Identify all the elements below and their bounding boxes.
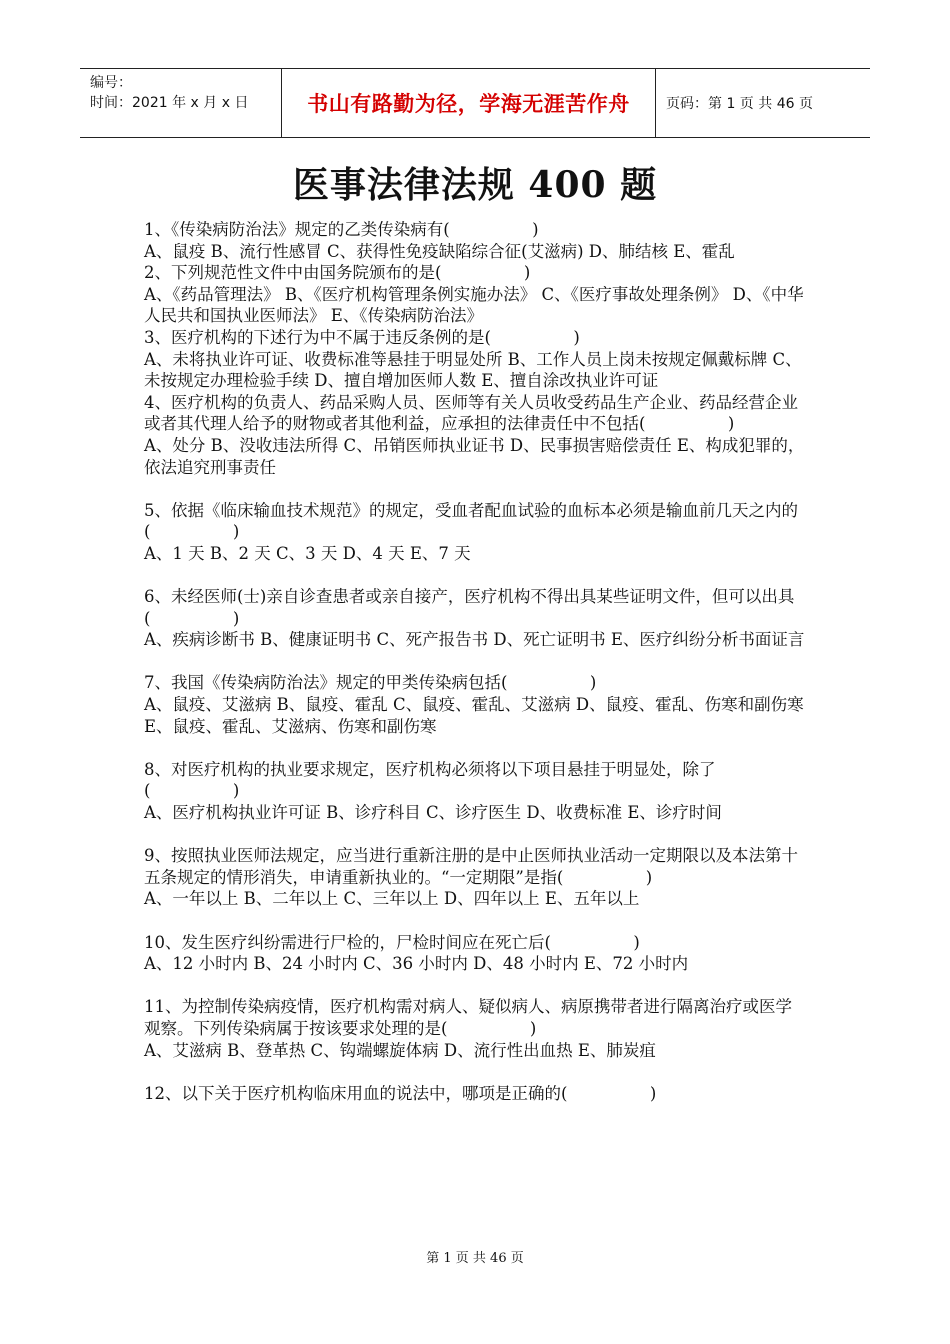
question-list — [144, 219, 808, 1104]
code-label: 编号： — [90, 75, 132, 91]
question-text: 10、发生医疗纠纷需进行尸检的，尸检时间应在死亡后( ) — [144, 932, 640, 952]
answer-options: A、《药品管理法》 B、《医疗机构管理条例实施办法》 C、《医疗事故处理条例》 D、《中华人民共和国执业医师法》 E、《传染病防治法》 — [144, 284, 804, 326]
page-info: 页码：第 1 页 共 46 页 — [666, 96, 813, 112]
question-spacer — [144, 975, 808, 997]
question-spacer — [144, 737, 808, 759]
question-spacer — [144, 478, 808, 500]
answer-options: A、未将执业许可证、收费标准等悬挂于明显处所 B、工作人员上岗未按规定佩戴标牌 C、未按规定办理检验手续 D、擅自增加医师人数 E、擅自涂改执业许可证 — [144, 349, 802, 391]
page-footer: 第 1 页 共 46 页 — [426, 1251, 524, 1266]
answer-options: A、处分 B、没收违法所得 C、吊销医师执业证书 D、民事损害赔偿责任 E、构成犯罪的，依法追究刑事责任 — [144, 435, 805, 477]
answer-options: A、1 天 B、2 天 C、3 天 D、4 天 E、7 天 — [144, 543, 471, 563]
question-text: 8、对医疗机构的执业要求规定，医疗机构必须将以下项目悬挂于明显处，除了( ) — [144, 759, 716, 801]
answer-options: A、12 小时内 B、24 小时内 C、36 小时内 D、48 小时内 E、72 小时内 — [144, 954, 689, 974]
answer-options: A、鼠疫 B、流行性感冒 C、获得性免疫缺陷综合征(艾滋病) D、肺结核 E、霍乱 — [144, 241, 735, 261]
question-text: 1、《传染病防治法》规定的乙类传染病有( ) — [144, 220, 539, 239]
question-text: 4、医疗机构的负责人、药品采购人员、医师等有关人员收受药品生产企业、药品经营企业或者其代理人给予的财物或者其他利益，应承担的法律责任中不包括( ) — [144, 392, 798, 434]
header-right-cell — [656, 69, 870, 137]
question-text: 7、我国《传染病防治法》规定的甲类传染病包括( ) — [144, 673, 597, 693]
question-spacer — [144, 565, 808, 587]
question-text: 11、为控制传染病疫情，医疗机构需对病人、疑似病人、病原携带者进行隔离治疗或医学观察。下列传染病属于按该要求处理的是( ) — [144, 997, 792, 1038]
answer-options: A、艾滋病 B、登革热 C、钩端螺旋体病 D、流行性出血热 E、肺炭疽 — [144, 1040, 656, 1060]
question-text: 12、以下关于医疗机构临床用血的说法中，哪项是正确的( ) — [144, 1083, 657, 1103]
document-title: 医事法律法规 400 题 — [292, 164, 658, 206]
motto: 书山有路勤为径，学海无涯苦作舟 — [307, 91, 630, 116]
answer-options: A、医疗机构执业许可证 B、诊疗科目 C、诊疗医生 D、收费标准 E、诊疗时间 — [144, 803, 722, 823]
answer-options: A、鼠疫、艾滋病 B、鼠疫、霍乱 C、鼠疫、霍乱、艾滋病 D、鼠疫、霍乱、伤寒和副伤寒 E、鼠疫、霍乱、艾滋病、伤寒和副伤寒 — [144, 695, 809, 736]
header-table — [80, 68, 870, 138]
question-spacer — [144, 910, 808, 932]
question-spacer — [144, 651, 808, 673]
question-text: 2、下列规范性文件中由国务院颁布的是( ) — [144, 263, 531, 283]
question-spacer — [144, 1061, 808, 1083]
header-motto-cell — [282, 69, 656, 137]
header-left-cell — [80, 69, 282, 137]
question-text: 5、依据《临床输血技术规范》的规定，受血者配血试验的血标本必须是输血前几天之内的( ) — [144, 500, 798, 542]
time-label: 时间：2021 年 x 月 x 日 — [90, 95, 249, 111]
question-spacer — [144, 824, 808, 846]
answer-options: A、疾病诊断书 B、健康证明书 C、死产报告书 D、死亡证明书 E、医疗纠纷分析书面证言 — [144, 630, 805, 650]
question-text: 6、未经医师(士)亲自诊查患者或亲自接产，医疗机构不得出具某些证明文件，但可以出具( ) — [144, 587, 795, 628]
question-text: 3、医疗机构的下述行为中不属于违反条例的是( ) — [144, 327, 580, 347]
question-text: 9、按照执业医师法规定，应当进行重新注册的是中止医师执业活动一定期限以及本法第十五条规定的情形消失，申请重新执业的。“一定期限”是指( ) — [144, 846, 798, 887]
answer-options: A、一年以上 B、二年以上 C、三年以上 D、四年以上 E、五年以上 — [144, 889, 640, 909]
